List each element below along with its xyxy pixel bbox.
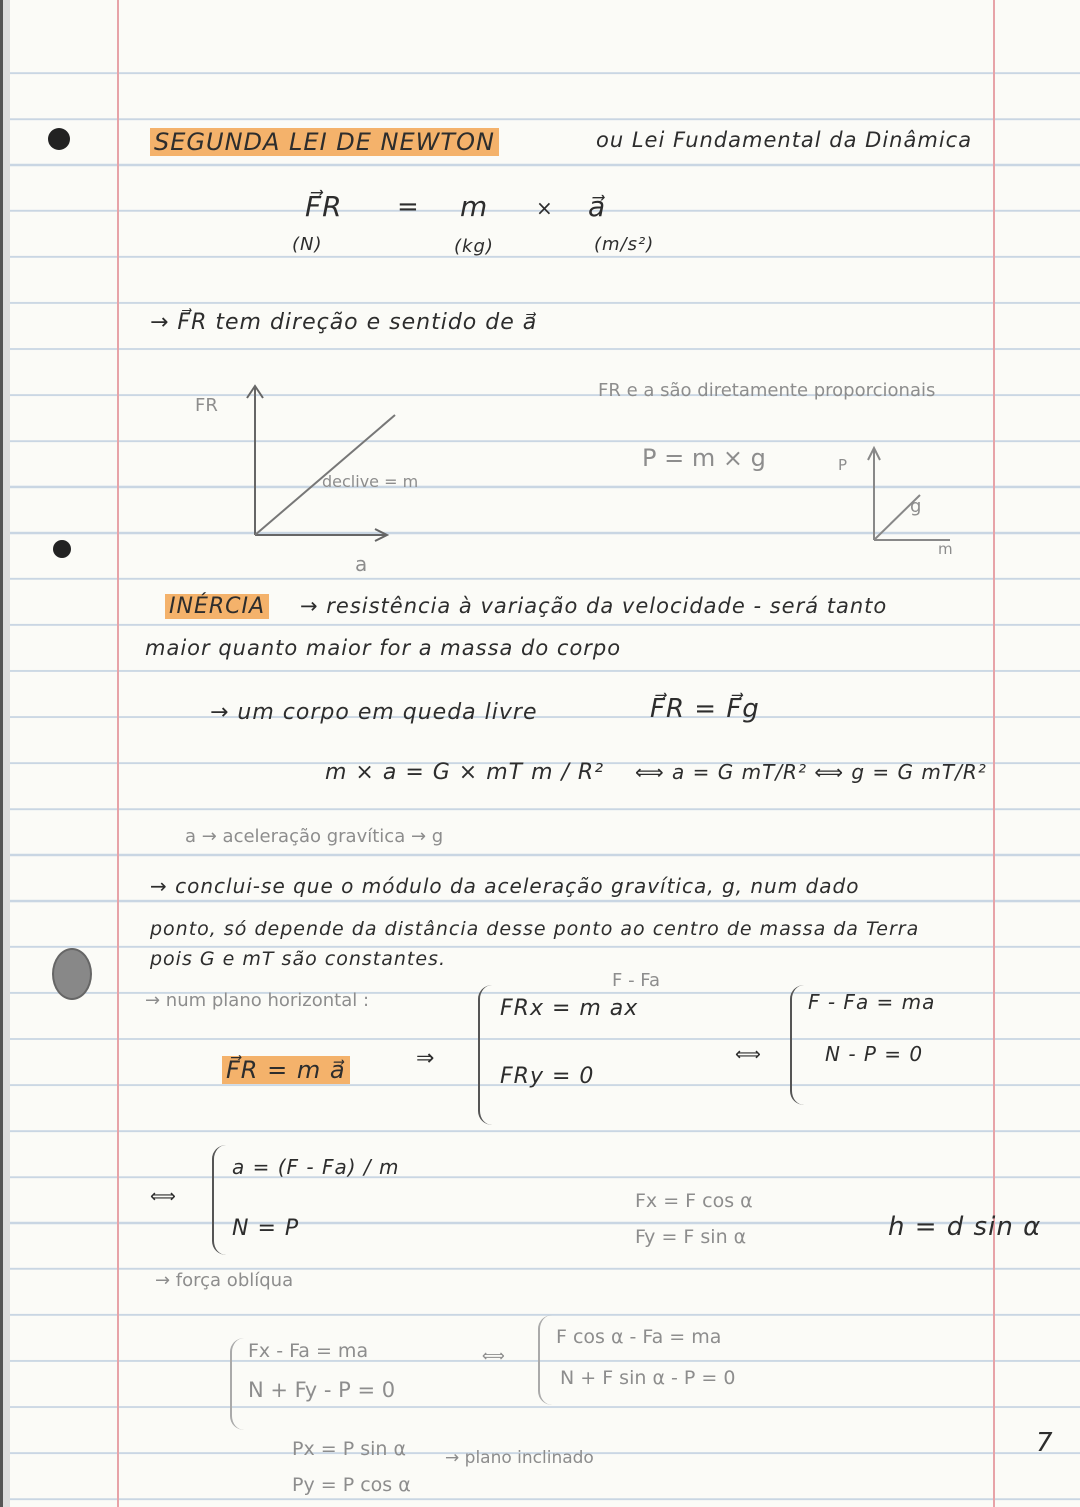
formula-a: a⃗ xyxy=(588,190,607,223)
system3-eq2: N = P xyxy=(232,1216,300,1241)
equivalence-arrow: ⟺ xyxy=(735,1044,762,1065)
system-brace xyxy=(478,985,492,1125)
conclusion-line-3: pois G e mT são constantes. xyxy=(150,948,446,970)
page-number: 7 xyxy=(1036,1428,1054,1458)
unit-newton: (N) xyxy=(292,234,323,255)
gravity-equation-2: ⟺ a = G mT/R² ⟺ g = G mT/R² xyxy=(635,760,987,784)
system-brace xyxy=(212,1145,226,1255)
oblique-sys1-eq1: Fx - Fa = ma xyxy=(248,1340,369,1362)
system-brace xyxy=(230,1338,244,1430)
oblique-sys2-eq1: F cos α - Fa = ma xyxy=(556,1326,722,1348)
gravity-equation-1: m × a = G × mT m / R² xyxy=(325,760,605,785)
implies-arrow: ⇒ xyxy=(416,1046,436,1071)
inclined-plane-note: → plano inclinado xyxy=(445,1448,594,1468)
free-fall-label: → um corpo em queda livre xyxy=(210,700,538,725)
system2-eq2: N - P = 0 xyxy=(825,1042,924,1066)
graph1-y-label: FR xyxy=(195,395,218,416)
system1-eq2: FRy = 0 xyxy=(500,1064,595,1089)
formula-equals: = xyxy=(397,192,420,222)
direction-note: → F⃗R tem direção e sentido de a⃗ xyxy=(150,310,538,335)
force-annotation: F - Fa xyxy=(612,970,661,991)
conclusion-line-2: ponto, só depende da distância desse ponto ao centro de massa da Terra xyxy=(150,918,920,940)
graph2-y-label: P xyxy=(838,456,848,474)
formula-fr: F⃗R xyxy=(305,190,343,223)
inertia-text-2: maior quanto maior for a massa do corpo xyxy=(145,636,622,660)
page-subtitle: ou Lei Fundamental da Dinâmica xyxy=(596,128,973,152)
height-formula: h = d sin α xyxy=(888,1212,1042,1242)
weight-formula: P = m × g xyxy=(642,444,766,472)
binder-ring xyxy=(52,948,92,1000)
conclusion-line-1: → conclui-se que o módulo da aceleração gravítica, g, num dado xyxy=(150,874,860,898)
fy-component: Fy = F sin α xyxy=(635,1226,747,1248)
formula-m: m xyxy=(460,190,489,223)
inertia-text-1: → resistência à variação da velocidade - será tanto xyxy=(300,594,888,618)
graph2-x-label: m xyxy=(938,540,953,558)
unit-acceleration: (m/s²) xyxy=(594,234,655,255)
system2-eq1: F - Fa = ma xyxy=(808,990,936,1014)
punch-hole xyxy=(53,540,71,558)
free-fall-formula: F⃗R = F⃗g xyxy=(650,694,760,724)
notebook-edge xyxy=(0,0,10,1507)
system-brace xyxy=(538,1315,552,1405)
equivalence-arrow: ⟺ xyxy=(150,1186,177,1207)
page-title: SEGUNDA LEI DE NEWTON xyxy=(150,128,499,156)
system1-eq1: FRx = m ax xyxy=(500,996,639,1021)
right-margin-line xyxy=(993,0,995,1507)
punch-hole xyxy=(48,128,70,150)
left-margin-line xyxy=(117,0,119,1507)
equivalence-arrow: ⟺ xyxy=(482,1346,505,1365)
horizontal-plane-label: → num plano horizontal : xyxy=(145,990,370,1011)
inertia-title: INÉRCIA xyxy=(165,594,269,619)
oblique-sys1-eq2: N + Fy - P = 0 xyxy=(248,1378,396,1402)
proportional-note: FR e a são diretamente proporcionais xyxy=(598,380,936,401)
gravity-note: a → aceleração gravítica → g xyxy=(185,826,444,847)
formula-times: × xyxy=(536,196,554,220)
graph1-x-label: a xyxy=(355,552,368,576)
oblique-sys2-eq2: N + F sin α - P = 0 xyxy=(560,1367,736,1389)
graph2-slope-label: g xyxy=(910,496,922,517)
px-component: Px = P sin α xyxy=(292,1438,406,1460)
graph1-slope-label: declive = m xyxy=(322,472,419,491)
horizontal-formula: F⃗R = m a⃗ xyxy=(222,1056,350,1084)
weight-mass-graph xyxy=(840,440,970,550)
fx-component: Fx = F cos α xyxy=(635,1190,753,1212)
py-component: Py = P cos α xyxy=(292,1474,411,1496)
system3-eq1: a = (F - Fa) / m xyxy=(232,1155,400,1179)
oblique-force-label: → força oblíqua xyxy=(155,1270,294,1291)
system-brace xyxy=(790,985,804,1105)
unit-kg: (kg) xyxy=(454,236,494,257)
